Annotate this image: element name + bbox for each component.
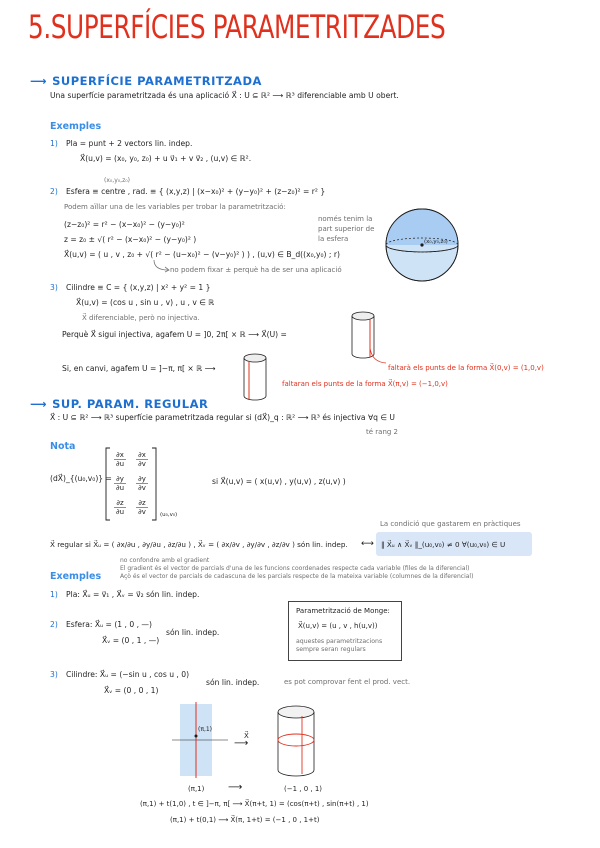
jacobian-entry: ∂u bbox=[115, 508, 125, 516]
jacobian-entry: ∂y bbox=[116, 475, 124, 483]
example-number: 1) bbox=[50, 139, 58, 148]
sphere-eq-3: X⃗(u,v) = ( u , v , z₀ + √( r² − (u−x₀)² − (v−y₀)² ) ) , (u,v) ∈ B_d((x₀,y₀) ; r) bbox=[64, 250, 340, 259]
centre-note: (x₀,y₀,z₀) bbox=[104, 177, 130, 184]
sign-note: no podem fixar ± perquè ha de ser una aplicació bbox=[170, 266, 342, 274]
cylinder-lin-indep: són lin. indep. bbox=[206, 678, 260, 687]
jacobian-subscript: (u₀,v₀) bbox=[160, 512, 178, 518]
sphere-xu: Esfera: X⃗ᵤ = (1 , 0 , —) bbox=[66, 620, 152, 629]
gradient-notes bbox=[120, 557, 473, 581]
monge-title: Parametrització de Monge: bbox=[296, 607, 390, 615]
missing-points-note-2: faltaran els punts de la forma X⃗(π,v) = (−1,0,v) bbox=[282, 380, 448, 388]
point-label: (π,1) bbox=[198, 726, 213, 733]
page-title: 5.SUPERFÍCIES PARAMETRITZADES bbox=[28, 8, 446, 46]
double-arrow-icon: ⟷ bbox=[361, 539, 374, 549]
arrow-right-icon: ⟶ bbox=[30, 397, 47, 411]
curve-horizontal: (π,1) + t(1,0) , t ∈ ]−π, π[ ⟶ X⃗(π+t, 1) = (cos(π+t) , sin(π+t) , 1) bbox=[140, 800, 369, 808]
cylinder-note: X⃗ diferenciable, però no injectiva. bbox=[82, 314, 200, 322]
note-heading: Nota bbox=[50, 441, 76, 452]
section-heading-superficie bbox=[30, 70, 262, 89]
jacobian-matrix bbox=[104, 446, 208, 522]
examples-heading-1: Exemples bbox=[50, 121, 102, 132]
cylinder-parametrization: X⃗(u,v) = (cos u , sin u , v) , u , v ∈ ℝ bbox=[76, 298, 215, 307]
jacobian-entry: ∂v bbox=[138, 484, 146, 492]
example-number: 3) bbox=[50, 283, 58, 292]
curve-vertical: (π,1) + t(0,1) ⟶ X⃗(π, 1+t) = (−1 , 0 , 1+t) bbox=[170, 816, 320, 824]
examples-heading-2: Exemples bbox=[50, 571, 102, 582]
gradient-note-line: Açò és el vector de parcials de cadascuna de les parcials respecte de la mateixa variable (columnes de la diferencial) bbox=[120, 573, 474, 580]
regular-definition: X⃗ : U ⊆ ℝ² ⟶ ℝ³ superfície parametritzada regular si (dX⃗)_q : ℝ² ⟶ ℝ³ és injectiva ∀q ∈ U bbox=[50, 413, 395, 422]
cylinder-xu: Cilindre: X⃗ᵤ = (−sin u , cos u , 0) bbox=[66, 670, 190, 679]
jacobian-entry: ∂u bbox=[115, 460, 125, 468]
jacobian-entry: ∂x bbox=[116, 451, 124, 459]
example-number: 3) bbox=[50, 670, 58, 679]
cylinder-figure-3 bbox=[272, 702, 320, 782]
definition-text: Una superfície parametritzada és una aplicació X⃗ : U ⊆ ℝ² ⟶ ℝ³ diferenciable amb U obert. bbox=[50, 91, 399, 100]
monge-formula: X⃗(u,v) = (u , v , h(u,v)) bbox=[298, 622, 378, 630]
cylinder-figure-2 bbox=[240, 352, 270, 404]
gradient-note-line: no confondre amb el gradient bbox=[120, 557, 210, 564]
upper-half-note-line: només tenim la bbox=[318, 215, 373, 223]
jacobian-entry: ∂y bbox=[138, 475, 146, 483]
monge-note bbox=[296, 638, 382, 654]
plane-parametrization: X⃗(u,v) = (x₀, y₀, z₀) + u v⃗₁ + v v⃗₂ , (u,v) ∈ ℝ². bbox=[80, 154, 252, 163]
jacobian-lhs: (dX⃗)_{(u₀,v₀)} = bbox=[50, 474, 112, 483]
missing-points-note-1: faltarà els punts de la forma X⃗(0,v) = (1,0,v) bbox=[388, 364, 544, 372]
section-2-title: SUP. PARAM. REGULAR bbox=[52, 397, 209, 411]
jacobian-entry: ∂z bbox=[116, 499, 124, 507]
arrow-right-icon: ⟶ bbox=[30, 74, 47, 88]
cylinder-definition: Cilindre ≡ C = { (x,y,z) | x² + y² = 1 } bbox=[66, 283, 211, 292]
plane-regular: Pla: X⃗ᵤ = v⃗₁ , X⃗ᵥ = v⃗₂ són lin. indep. bbox=[66, 590, 200, 599]
cylinder-injective-line: Perquè X⃗ sigui injectiva, agafem U = ]0, 2π[ × ℝ ⟶ X⃗(U) = bbox=[62, 330, 287, 339]
regular-condition-line: X⃗ regular si X⃗ᵤ = ( ∂x/∂u , ∂y/∂u , ∂z/∂u ) , X⃗ᵥ = ( ∂x/∂v , ∂y/∂v , ∂z/∂v ) són lin. indep. bbox=[50, 540, 348, 549]
example-number: 1) bbox=[50, 590, 58, 599]
sphere-definition: Esfera ≡ centre , rad. ≡ { (x,y,z) | (x−x₀)² + (y−y₀)² + (z−z₀)² = r² } bbox=[66, 187, 326, 196]
curved-arrow-icon bbox=[150, 258, 174, 274]
map-left-point: (π,1) bbox=[188, 785, 205, 793]
upper-half-note-line: part superior de bbox=[318, 225, 375, 233]
cylinder-alt-domain: Si, en canvi, agafem U = ]−π, π[ × ℝ ⟶ bbox=[62, 364, 216, 373]
practice-condition-note: La condició que gastarem en pràctiques bbox=[380, 520, 521, 528]
cylinder-xv: X⃗ᵥ = (0 , 0 , 1) bbox=[104, 686, 159, 695]
sphere-xv: X⃗ᵥ = (0 , 1 , —) bbox=[102, 636, 160, 645]
upper-half-note-line: la esfera bbox=[318, 235, 349, 243]
section-heading-regular bbox=[30, 393, 208, 412]
cross-product-condition: ‖ X⃗ᵤ ∧ X⃗ᵥ ‖_(u₀,v₀) ≠ 0 ∀(u₀,v₀) ∈ U bbox=[381, 540, 506, 549]
section-1-title: SUPERFÍCIE PARAMETRITZADA bbox=[52, 74, 262, 88]
jacobian-entry: ∂v bbox=[138, 460, 146, 468]
jacobian-entry: ∂x bbox=[138, 451, 146, 459]
arrow-right-icon: ⟶ bbox=[228, 782, 243, 793]
sphere-eq-1: (z−z₀)² = r² − (x−x₀)² − (y−y₀)² bbox=[64, 220, 185, 229]
sphere-lin-indep: són lin. indep. bbox=[166, 628, 220, 637]
rank-note: té rang 2 bbox=[366, 428, 399, 436]
cross-product-note: es pot comprovar fent el prod. vect. bbox=[284, 678, 411, 686]
gradient-note-line: El gradient és el vector de parcials d'una de les funcions coordenades respecte cada variable (files de la diferencial) bbox=[120, 565, 470, 572]
jacobian-entry: ∂v bbox=[138, 508, 146, 516]
jacobian-entry: ∂z bbox=[138, 499, 146, 507]
sphere-eq-2: z = z₀ ± √( r² − (x−x₀)² − (y−y₀)² ) bbox=[64, 235, 197, 244]
example-number: 2) bbox=[50, 187, 58, 196]
sphere-figure bbox=[378, 205, 468, 285]
domain-strip-figure bbox=[170, 700, 230, 780]
monge-note-line: sempre seran regulars bbox=[296, 646, 366, 653]
map-right-point: (−1 , 0 , 1) bbox=[284, 785, 323, 793]
coordinate-functions: si X⃗(u,v) = ( x(u,v) , y(u,v) , z(u,v) ) bbox=[212, 477, 346, 486]
jacobian-entry: ∂u bbox=[115, 484, 125, 492]
arrow-right-icon: ⟶ bbox=[234, 738, 249, 749]
map-arrow-label: X⃗ bbox=[244, 732, 249, 740]
sphere-centre-label: (x₀,y₀,z₀) bbox=[424, 239, 448, 245]
plane-description: Pla = punt + 2 vectors lin. indep. bbox=[66, 139, 193, 148]
curved-arrow-icon bbox=[368, 346, 390, 366]
sphere-note: Podem aïllar una de les variables per trobar la parametrització: bbox=[64, 203, 286, 211]
monge-note-line: aquestes parametritzacions bbox=[296, 638, 383, 645]
example-number: 2) bbox=[50, 620, 58, 629]
upper-half-note bbox=[318, 214, 374, 244]
